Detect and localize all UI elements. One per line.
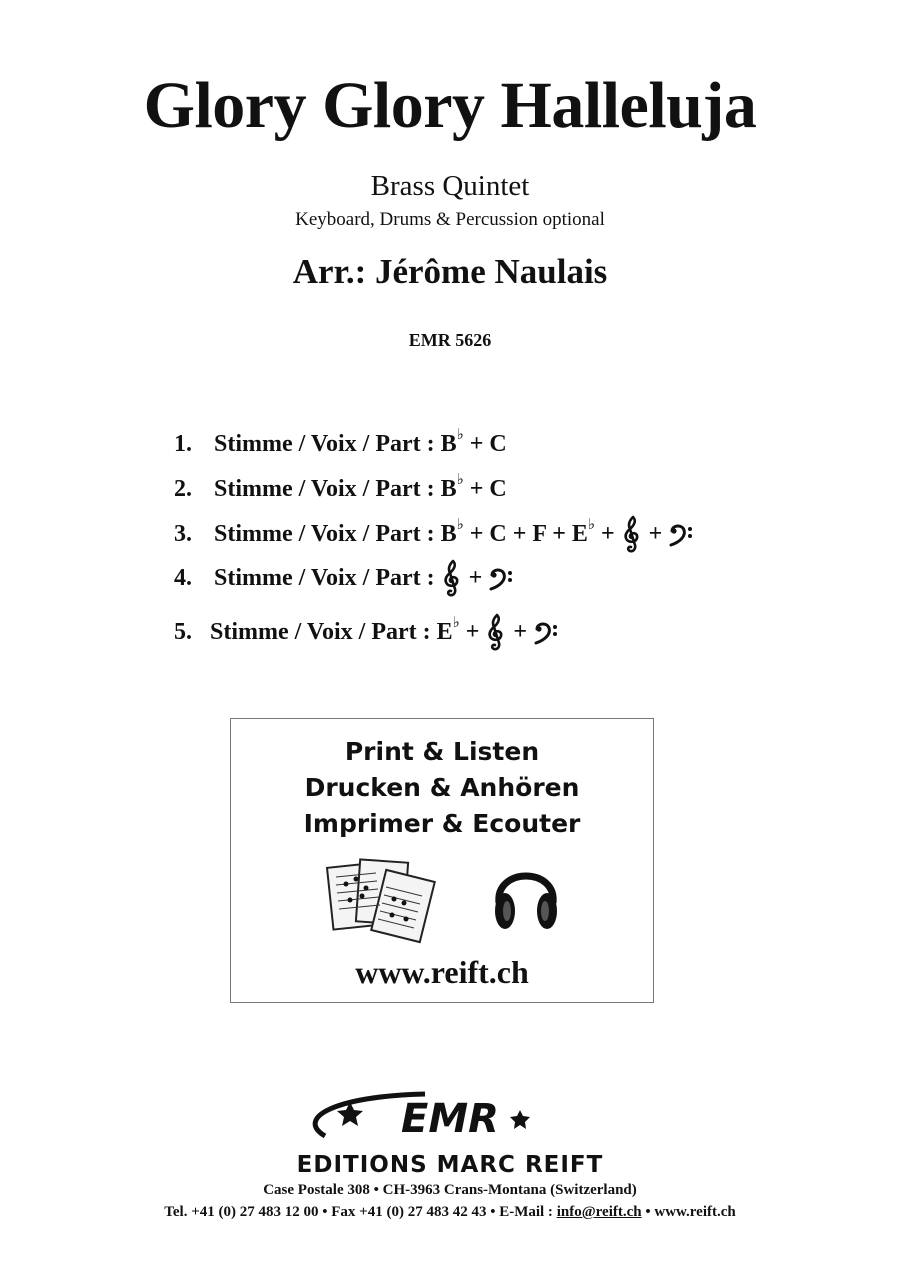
part-4 <box>174 558 514 598</box>
emr-logo <box>255 1088 645 1148</box>
treble-clef-icon <box>441 559 463 599</box>
contact-phone-fax: Tel. +41 (0) 27 483 12 00 • Fax +41 (0) 27 483 42 43 • E-Mail : <box>164 1204 557 1220</box>
part-keys: E♭ + + <box>437 619 559 645</box>
promo-line-de: Drucken & Anhören <box>304 773 580 802</box>
part-keys: + <box>441 565 515 591</box>
subtitle: Brass Quintet <box>370 170 530 202</box>
part-keys: B♭ + C <box>440 427 507 457</box>
part-label: Stimme / Voix / Part : <box>210 619 431 645</box>
part-label: Stimme / Voix / Part : <box>214 521 435 547</box>
email-link[interactable]: info@reift.ch <box>556 1204 642 1220</box>
treble-clef-icon <box>621 515 643 555</box>
promo-line-fr: Imprimer & Ecouter <box>303 809 581 838</box>
promo-line-en: Print & Listen <box>344 737 540 766</box>
arranger: Arr.: Jérôme Naulais <box>292 252 608 291</box>
part-label: Stimme / Voix / Part : <box>214 476 435 502</box>
part-label: Stimme / Voix / Part : <box>214 565 435 591</box>
bass-clef-icon <box>488 566 514 592</box>
catalog-code: EMR 5626 <box>408 330 492 350</box>
website-url[interactable]: www.reift.ch <box>355 954 529 990</box>
publisher-contact <box>0 1204 900 1221</box>
part-number: 1. <box>174 431 192 457</box>
optional-instruments: Keyboard, Drums & Percussion optional <box>295 209 605 230</box>
part-number: 2. <box>174 476 192 502</box>
part-2 <box>174 463 507 503</box>
part-3 <box>174 508 694 548</box>
page-title: Glory Glory Halleluja <box>143 69 757 142</box>
contact-website: • www.reift.ch <box>641 1204 736 1220</box>
sheet-music-icon <box>326 855 436 945</box>
print-listen-box <box>230 718 654 1003</box>
part-number: 3. <box>174 521 192 547</box>
part-number: 4. <box>174 565 192 591</box>
bass-clef-icon <box>533 620 559 646</box>
publisher-name: EDITIONS MARC REIFT <box>296 1152 604 1178</box>
part-number: 5. <box>174 619 192 645</box>
part-label: Stimme / Voix / Part : <box>214 431 435 457</box>
part-keys: B♭ + C <box>440 472 507 502</box>
part-keys: B♭ + C + F + E♭ + + <box>441 521 695 547</box>
treble-clef-icon <box>485 613 507 653</box>
part-1 <box>174 418 507 458</box>
headphones-icon <box>491 857 561 937</box>
part-5 <box>174 606 559 646</box>
bass-clef-icon <box>668 522 694 548</box>
logo-text: EMR <box>401 1096 499 1142</box>
publisher-address: Case Postale 308 • CH-3963 Crans-Montana (Switzerland) <box>263 1182 637 1198</box>
